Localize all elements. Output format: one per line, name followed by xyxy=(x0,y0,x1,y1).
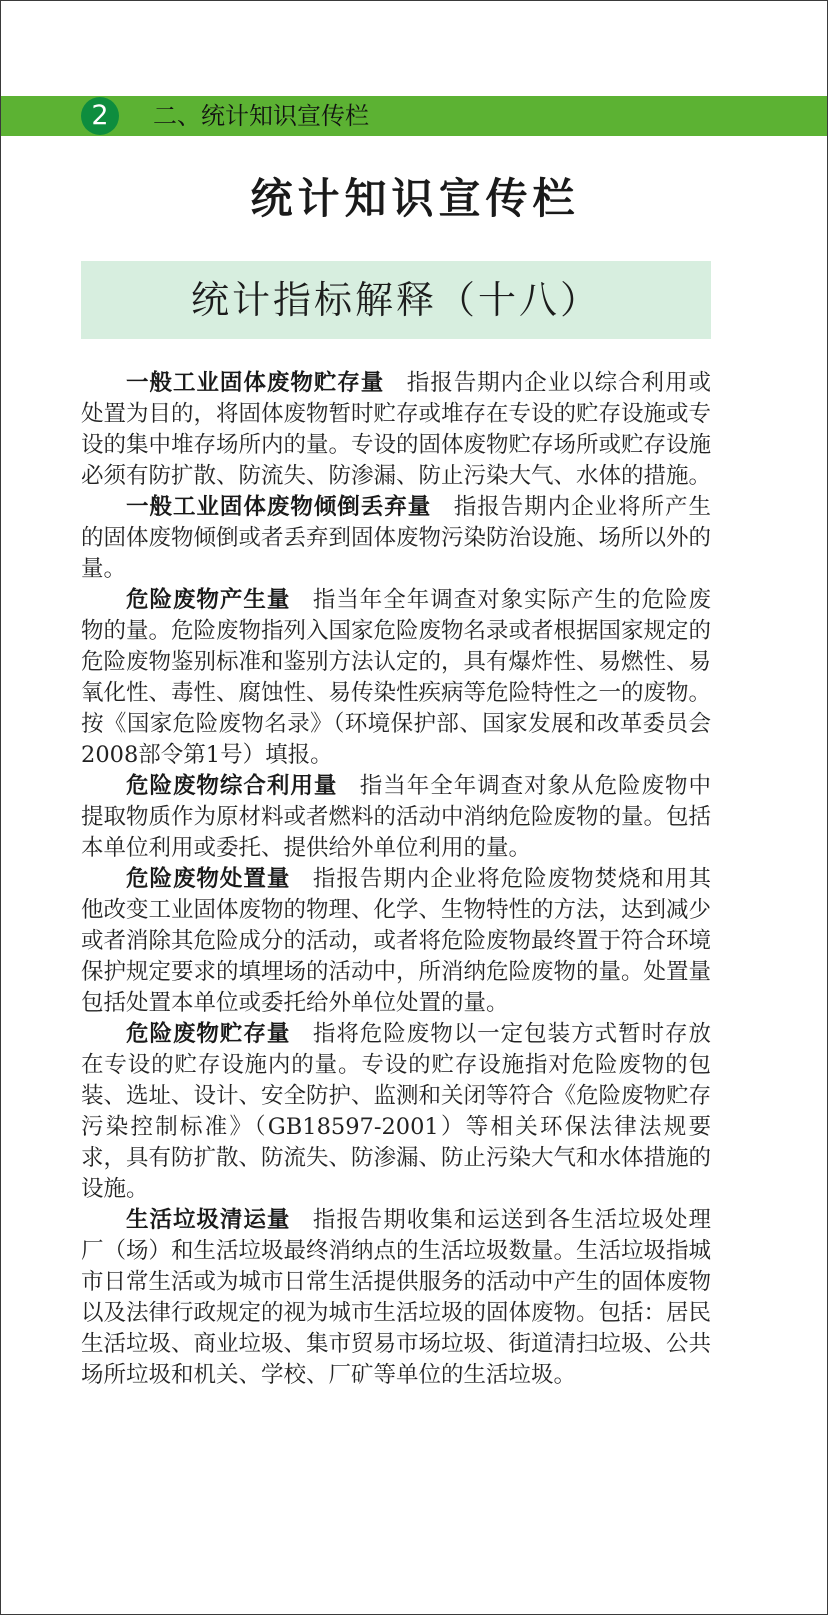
definition-term: 危险废物产生量 xyxy=(126,587,291,613)
definition-term: 危险废物处置量 xyxy=(126,866,291,892)
definition-term: 一般工业固体废物贮存量 xyxy=(126,370,385,396)
definition-text: 指当年全年调查对象从危险废物中提取物质作为原材料或者燃料的活动中消纳危险废物的量。包括本单位利用或委托、提供给外单位利用的量。 xyxy=(81,773,712,861)
definition-text: 指报告期内企业以综合利用或处置为目的，将固体废物暂时贮存或堆存在专设的贮存设施或专设的集中堆存场所内的量。专设的固体废物贮存场所或贮存设施必须有防扩散、防流失、防渗漏、防止污染大气、水体的措施。 xyxy=(81,370,712,489)
definition-entry xyxy=(81,771,711,864)
section-header-band xyxy=(1,96,827,136)
definition-entry xyxy=(81,368,711,492)
page-title: 统计知识宣传栏 xyxy=(250,174,580,223)
definition-term: 生活垃圾清运量 xyxy=(126,1207,291,1233)
definition-text: 指当年全年调查对象实际产生的危险废物的量。危险废物指列入国家危险废物名录或者根据国家规定的危险废物鉴别标准和鉴别方法认定的，具有爆炸性、易燃性、易氧化性、毒性、腐蚀性、易传染性疾病等危险特性之一的废物。按《国家危险废物名录》（环境保护部、国家发展和改革委员会2008部令第1号）填报。 xyxy=(81,587,712,768)
definition-entry xyxy=(81,585,711,771)
subtitle: 统计指标解释（十八） xyxy=(190,278,601,322)
definition-entry xyxy=(81,1205,711,1391)
definitions-body xyxy=(81,368,711,1391)
definition-entry xyxy=(81,1019,711,1205)
definition-text: 指将危险废物以一定包装方式暂时存放在专设的贮存设施内的量。专设的贮存设施指对危险废物的包装、选址、设计、安全防护、监测和关闭等符合《危险废物贮存污染控制标准》（GB18597-2001）等相关环保法律法规要求，具有防扩散、防流失、防渗漏、防止污染大气和水体措施的设施。 xyxy=(81,1021,712,1202)
definition-entry xyxy=(81,492,711,585)
subtitle-box xyxy=(81,261,711,339)
definition-text: 指报告期内企业将危险废物焚烧和用其他改变工业固体废物的物理、化学、生物特性的方法，达到减少或者消除其危险成分的活动，或者将危险废物最终置于符合环境保护规定要求的填埋场的活动中，所消纳危险废物的量。处置量包括处置本单位或委托给外单位处置的量。 xyxy=(81,866,712,1016)
definition-term: 危险废物贮存量 xyxy=(126,1021,291,1047)
section-label: 二、统计知识宣传栏 xyxy=(153,102,369,130)
definition-text: 指报告期收集和运送到各生活垃圾处理厂（场）和生活垃圾最终消纳点的生活垃圾数量。生活垃圾指城市日常生活或为城市日常生活提供服务的活动中产生的固体废物以及法律行政规定的视为城市生活垃圾的固体废物。包括：居民生活垃圾、商业垃圾、集市贸易市场垃圾、街道清扫垃圾、公共场所垃圾和机关、学校、厂矿等单位的生活垃圾。 xyxy=(81,1207,712,1388)
section-number-badge: 2 xyxy=(81,97,119,135)
definition-term: 一般工业固体废物倾倒丢弃量 xyxy=(126,494,432,520)
definition-term: 危险废物综合利用量 xyxy=(126,773,338,799)
definition-text: 指报告期内企业将所产生的固体废物倾倒或者丢弃到固体废物污染防治设施、场所以外的量。 xyxy=(81,494,712,582)
definition-entry xyxy=(81,864,711,1019)
